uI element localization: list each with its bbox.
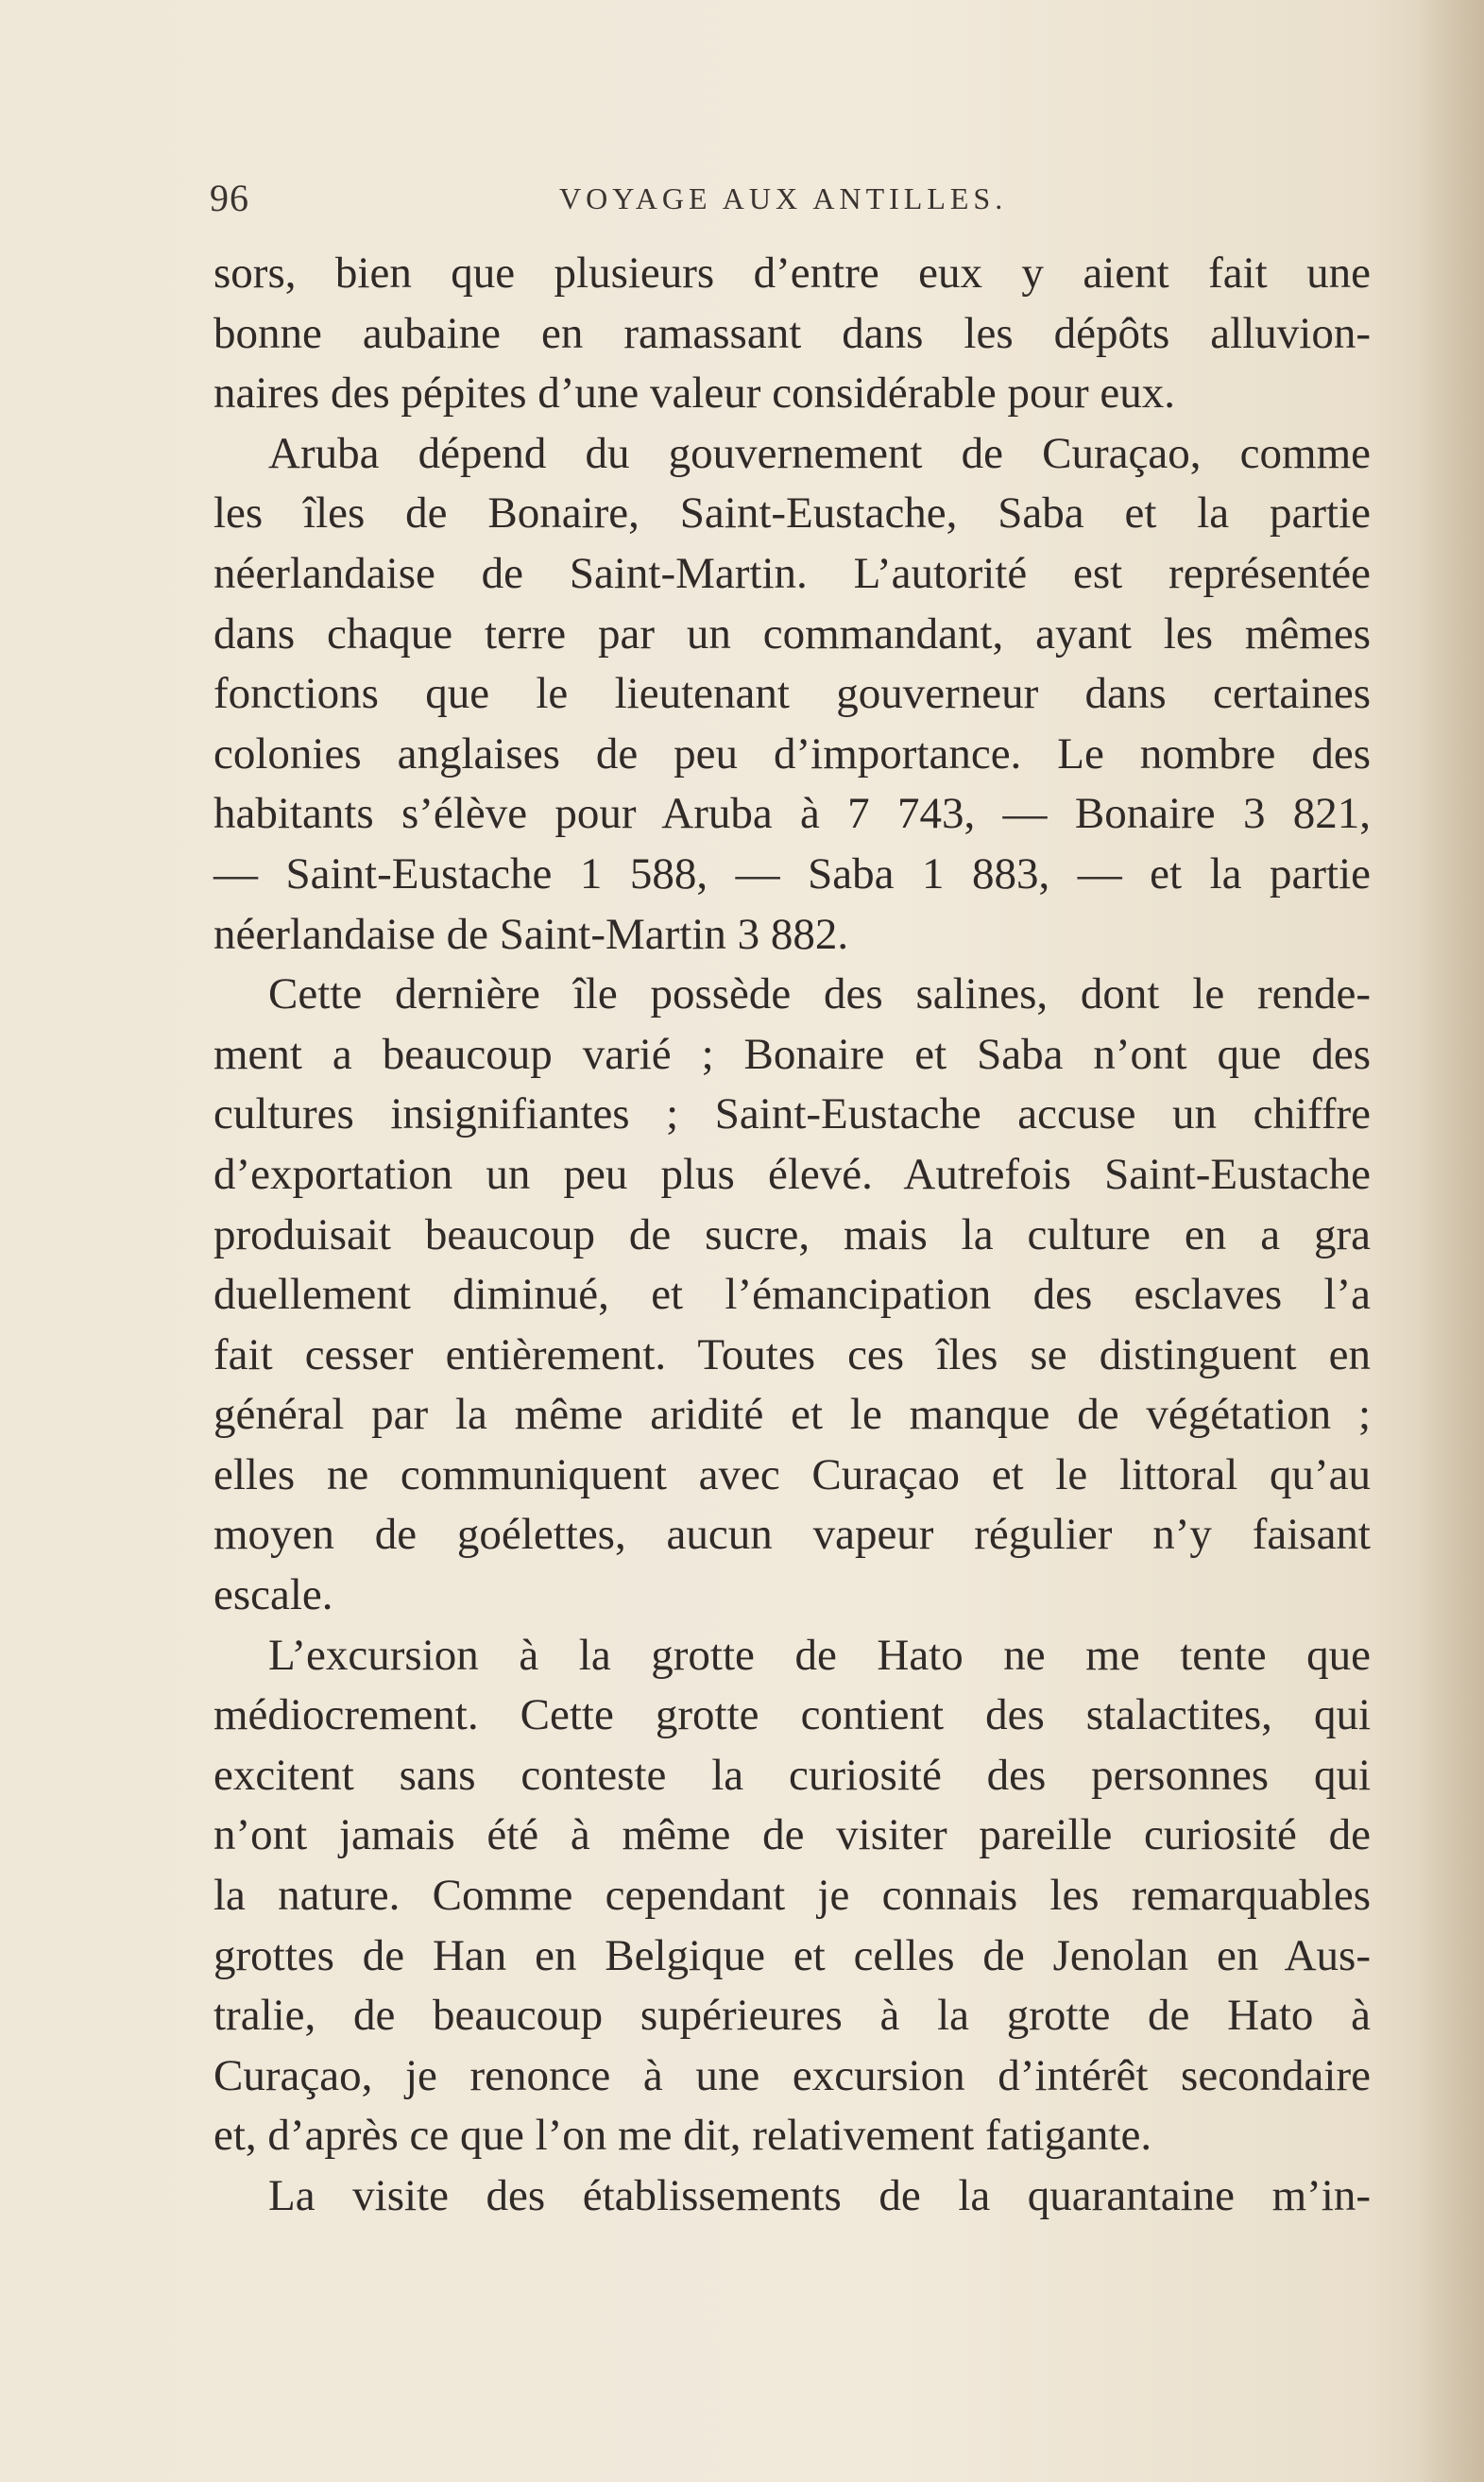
- text-line: général par la même aridité et le manque de végétation ;: [213, 1390, 1371, 1440]
- text-line: d’exportation un peu plus élevé. Autrefois Saint-Eustache: [213, 1149, 1371, 1199]
- text-line: n’ont jamais été à même de visiter pareille curiosité de: [213, 1810, 1371, 1860]
- text-line: Aruba dépend du gouvernement de Curaçao, comme: [268, 428, 1371, 478]
- text-line: néerlandaise de Saint-Martin 3 882.: [213, 909, 849, 959]
- text-line: duellement diminué, et l’émancipation des esclaves l’a: [213, 1270, 1371, 1320]
- text-line: la nature. Comme cependant je connais les remarquables: [213, 1871, 1371, 1921]
- text-line: colonies anglaises de peu d’importance. Le nombre des: [213, 728, 1371, 779]
- text-line: les îles de Bonaire, Saint-Eustache, Saba et la partie: [213, 488, 1371, 539]
- text-line: bonne aubaine en ramassant dans les dépôts alluvion-: [213, 308, 1371, 358]
- text-line: moyen de goélettes, aucun vapeur régulier n’y faisant: [213, 1510, 1371, 1560]
- text-line: néerlandaise de Saint-Martin. L’autorité est représentée: [213, 548, 1371, 598]
- text-line: L’excursion à la grotte de Hato ne me tente que: [268, 1630, 1371, 1680]
- running-title: VOYAGE AUX ANTILLES.: [559, 181, 1008, 215]
- text-line: naires des pépites d’une valeur considérable pour eux.: [213, 368, 1175, 419]
- body-text: [213, 244, 1371, 2227]
- text-line: — Saint-Eustache 1 588, — Saba 1 883, — et la partie: [213, 848, 1371, 899]
- page-number: 96: [210, 177, 249, 219]
- text-line: médiocrement. Cette grotte contient des stalactites, qui: [213, 1690, 1371, 1740]
- text-line: Cette dernière île possède des salines, dont le rende-: [268, 969, 1371, 1019]
- text-line: Curaçao, je renonce à une excursion d’intérêt secondaire: [213, 2050, 1371, 2100]
- text-line: escale.: [213, 1570, 333, 1620]
- text-line: excitent sans conteste la curiosité des personnes qui: [213, 1750, 1371, 1800]
- text-line: et, d’après ce que l’on me dit, relativement fatigante.: [213, 2111, 1152, 2161]
- text-line: cultures insignifiantes ; Saint-Eustache accuse un chiffre: [213, 1089, 1371, 1139]
- text-line: grottes de Han en Belgique et celles de Jenolan en Aus-: [213, 1930, 1371, 1980]
- text-line: La visite des établissements de la quarantaine m’in-: [268, 2171, 1371, 2220]
- text-line: fonctions que le lieutenant gouverneur dans certaines: [213, 669, 1371, 719]
- text-line: dans chaque terre par un commandant, ayant les mêmes: [213, 608, 1371, 659]
- text-line: ment a beaucoup varié ; Bonaire et Saba n’ont que des: [213, 1029, 1371, 1079]
- text-line: fait cesser entièrement. Toutes ces îles se distinguent en: [213, 1329, 1371, 1379]
- text-line: habitants s’élève pour Aruba à 7 743, — Bonaire 3 821,: [213, 789, 1371, 839]
- text-line: sors, bien que plusieurs d’entre eux y aient fait une: [213, 248, 1371, 298]
- text-line: tralie, de beaucoup supérieures à la grotte de Hato à: [213, 1991, 1371, 2041]
- page-edge-shadow: [1418, 0, 1484, 2482]
- text-line: elles ne communiquent avec Curaçao et le littoral qu’au: [213, 1449, 1371, 1499]
- text-line: produisait beaucoup de sucre, mais la culture en a gra: [213, 1209, 1371, 1259]
- page-header: [210, 176, 1357, 232]
